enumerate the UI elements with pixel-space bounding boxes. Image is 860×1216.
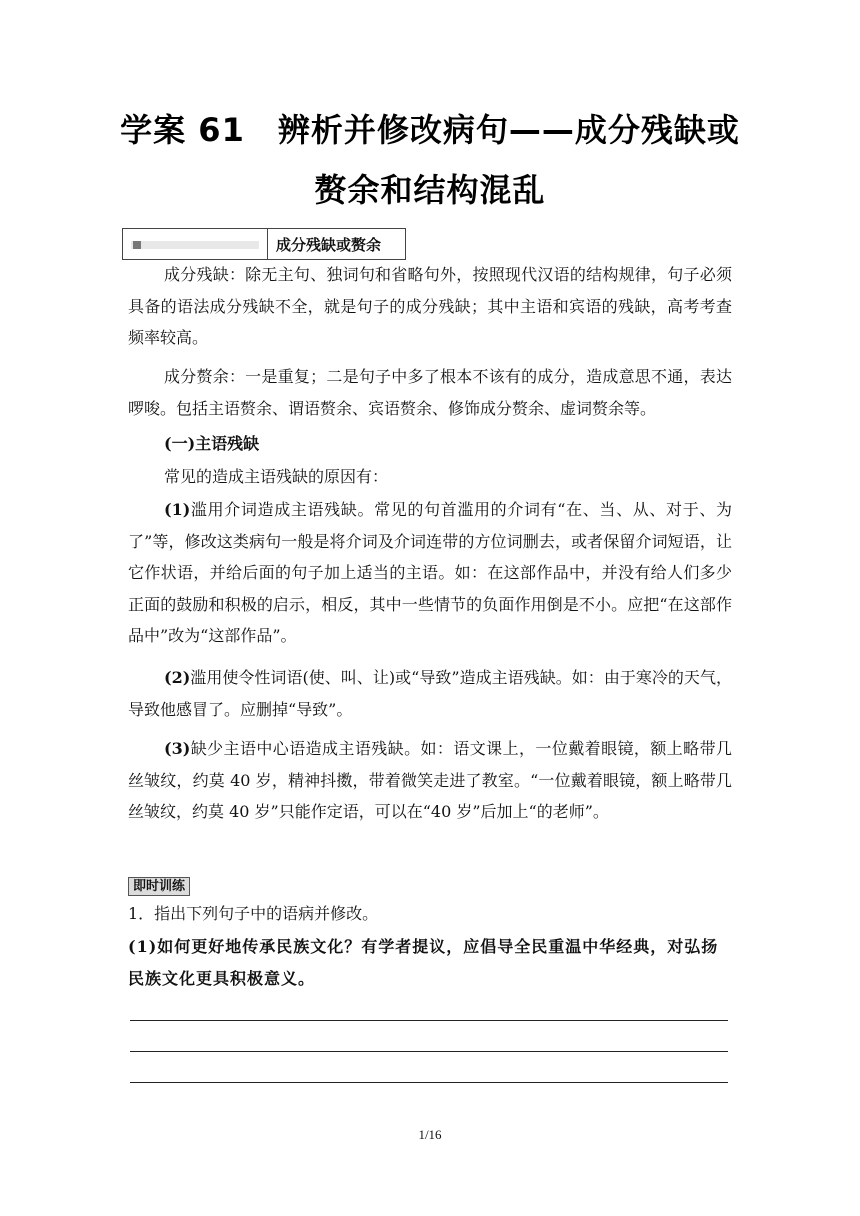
answer-line-3[interactable] — [130, 1082, 728, 1083]
paragraph-causes-intro: 常见的造成主语残缺的原因有： — [164, 467, 389, 486]
answer-line-1[interactable] — [130, 1020, 728, 1021]
paragraph-redundant-components: 成分赘余：一是重复；二是句子中多了根本不该有的成分，造成意思不通，表达啰唆。包括主语赘余、谓语赘余、宾语赘余、修饰成分赘余、虚词赘余等。 — [128, 367, 732, 418]
question-1-sentence-1: (1)如何更好地传承民族文化？有学者提议，应倡导全民重温中华经典，对弘扬民族文化更具积极意义。 — [128, 937, 719, 988]
list-item-3-text: 缺少主语中心语造成主语残缺。如：语文课上，一位戴着眼镜，额上略带几丝皱纹，约莫 40 岁，精神抖擞，带着微笑走进了教室。“一位戴着眼镜，额上略带几丝皱纹，约莫 40 岁”只能作定语，可以在“40 岁”后加上“的老师”。 — [128, 739, 732, 821]
section-marker — [123, 229, 268, 259]
subheading-subject-missing: (一)主语残缺 — [164, 434, 260, 453]
list-item-1 — [128, 494, 732, 652]
list-item-2 — [128, 662, 732, 725]
list-item-3 — [128, 733, 732, 828]
section-marker-icon — [133, 241, 141, 249]
list-item-1-text: 滥用介词造成主语残缺。常见的句首滥用的介词有“在、当、从、对于、为了”等，修改这类病句一般是将介词及介词连带的方位词删去，或者保留介词短语，让它作状语，并给后面的句子加上适当的主语。如：在这部作品中，并没有给人们多少正面的鼓励和积极的启示，相反，其中一些情节的负面作用倒是不小。应把“在这部作品中”改为“这部作品”。 — [128, 500, 732, 645]
page-title-line-2: 赘余和结构混乱 — [314, 171, 546, 209]
list-item-2-text: 滥用使令性词语(使、叫、让)或“导致”造成主语残缺。如：由于寒冷的天气，导致他感冒了。应删掉“导致”。 — [128, 668, 732, 719]
paragraph-missing-components: 成分残缺：除无主句、独词句和省略句外，按照现代汉语的结构规律，句子必须具备的语法成分残缺不全，就是句子的成分残缺；其中主语和宾语的残缺，高考考查频率较高。 — [128, 265, 732, 347]
section-header-box — [122, 228, 406, 260]
list-item-3-label: (3) — [164, 739, 191, 758]
answer-line-2[interactable] — [130, 1051, 728, 1052]
page-number: 1/16 — [418, 1127, 442, 1142]
section-marker-bar — [131, 241, 259, 249]
practice-badge: 即时训练 — [128, 877, 190, 896]
section-heading: 成分残缺或赘余 — [276, 235, 382, 254]
list-item-1-label: (1) — [164, 500, 191, 519]
list-item-2-label: (2) — [164, 668, 191, 687]
question-1: 1．指出下列句子中的语病并修改。 — [128, 904, 379, 923]
page-title-line-1: 学案 61 辨析并修改病句——成分残缺或 — [120, 111, 740, 149]
